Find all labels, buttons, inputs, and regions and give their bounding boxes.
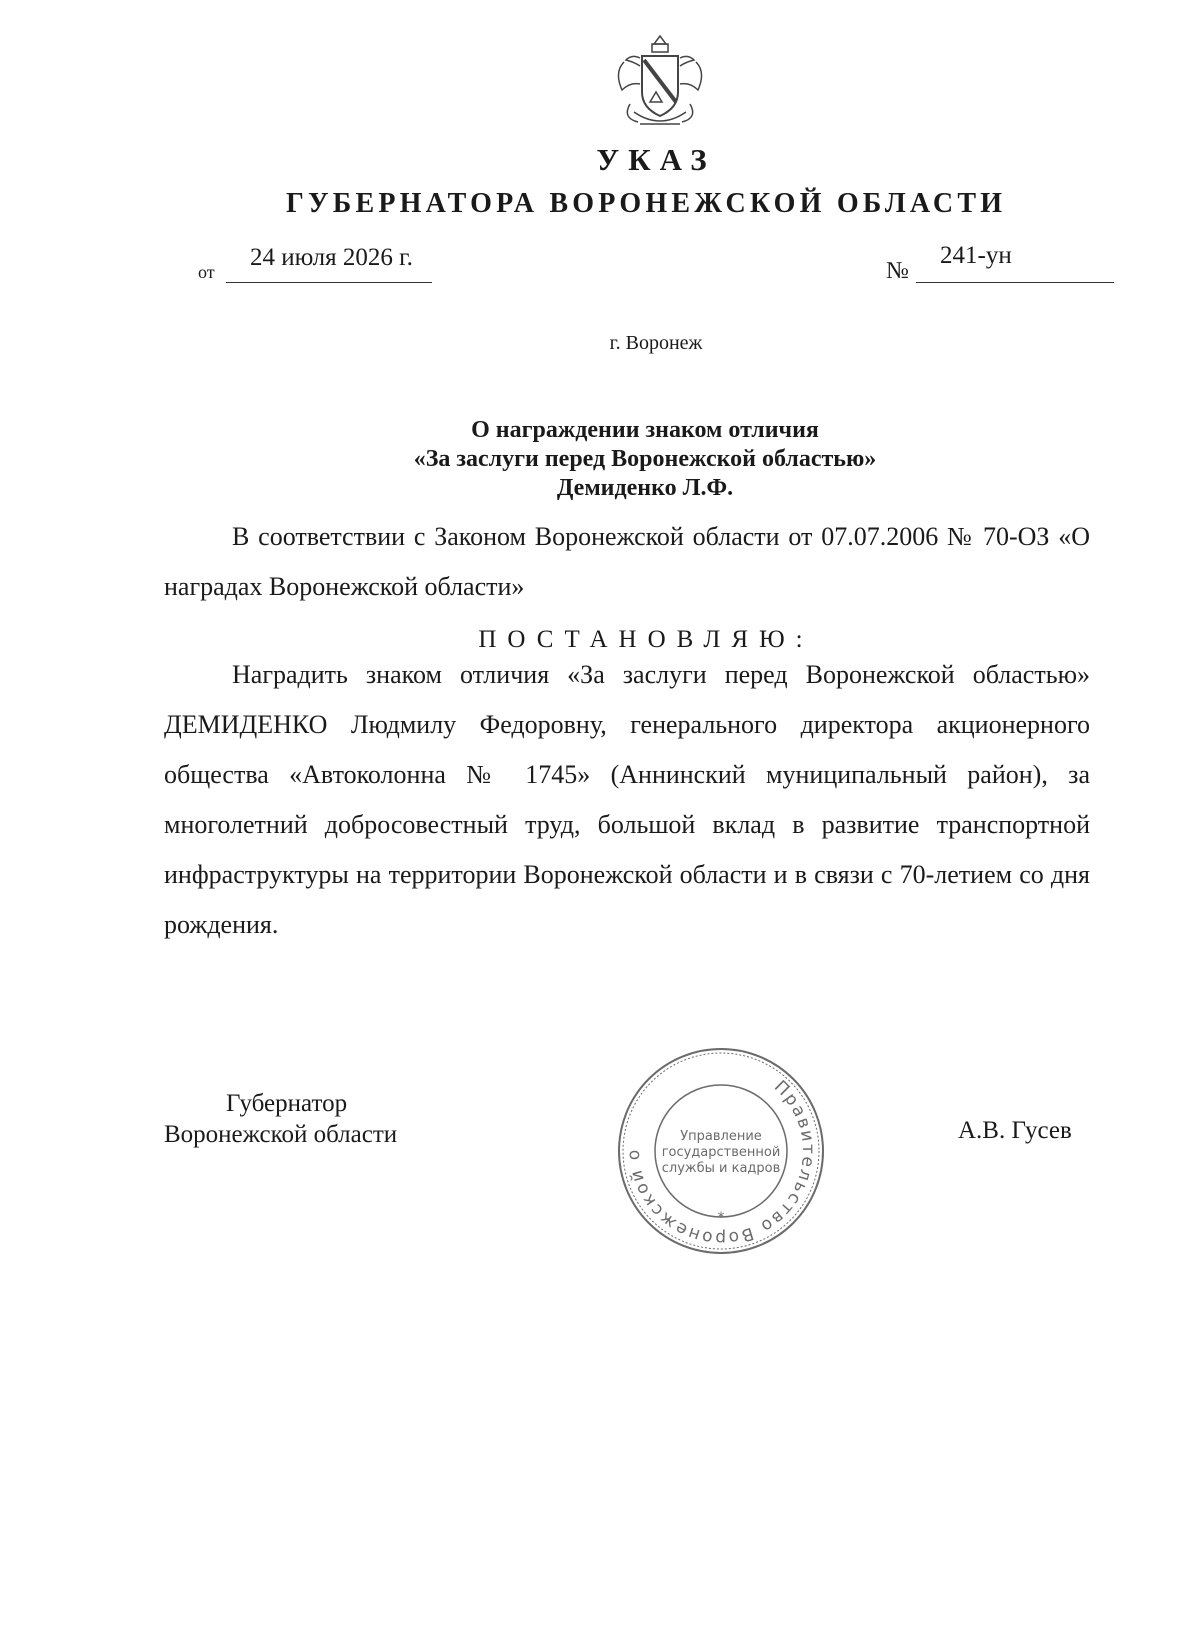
coat-of-arms-icon [610, 32, 710, 134]
decree-subheading: ГУБЕРНАТОРА ВОРОНЕЖСКОЙ ОБЛАСТИ [286, 188, 1007, 219]
svg-text:службы и кадров: службы и кадров [661, 1161, 781, 1176]
date-prefix: от [198, 262, 215, 282]
body-block [164, 650, 1090, 950]
body-paragraph: Наградить знаком отличия «За заслуги перед Воронежской областью» ДЕМИДЕНКО Людмилу Федоровну, генерального директора акционерного общества «Автоколонна № 1745» (Аннинский муниципальный район), за многолетний добросовестный труд, большой вклад в развитие транспортной инфраструктуры на территории Воронежской области и в связи с 70-летием со дня рождения. [164, 660, 1090, 939]
position-line-2: Воронежской области [164, 1121, 398, 1148]
number-prefix: № [886, 258, 909, 284]
document-title [0, 416, 1200, 503]
title-line-3: Демиденко Л.Ф. [556, 475, 734, 501]
svg-text:Правительство Воронежской обла: Правительство Воронежской о [623, 1076, 819, 1249]
preamble-block [164, 512, 1090, 612]
official-stamp [610, 1040, 832, 1262]
decree-number: 241-ун [940, 242, 1012, 269]
signatory-position [164, 1088, 397, 1150]
decree-date: 24 июля 2026 г. [250, 244, 413, 271]
city-label: г. Воронеж [609, 332, 703, 354]
title-line-1: О награждении знаком отличия [471, 417, 819, 443]
svg-text:Управление: Управление [680, 1129, 762, 1144]
signatory-name: А.В. Гусев [958, 1117, 1072, 1144]
svg-text:*: * [717, 1210, 725, 1226]
position-line-1: Губернатор [226, 1090, 348, 1117]
preamble-text: В соответствии с Законом Воронежской области от 07.07.2006 № 70-ОЗ «О наградах Воронежской области» [164, 522, 1090, 601]
svg-text:государственной: государственной [661, 1145, 781, 1160]
decree-heading: УКАЗ [596, 142, 716, 177]
title-line-2: «За заслуги перед Воронежской областью» [413, 446, 877, 472]
decree-word: ПОСТАНОВЛЯЮ: [478, 626, 814, 653]
